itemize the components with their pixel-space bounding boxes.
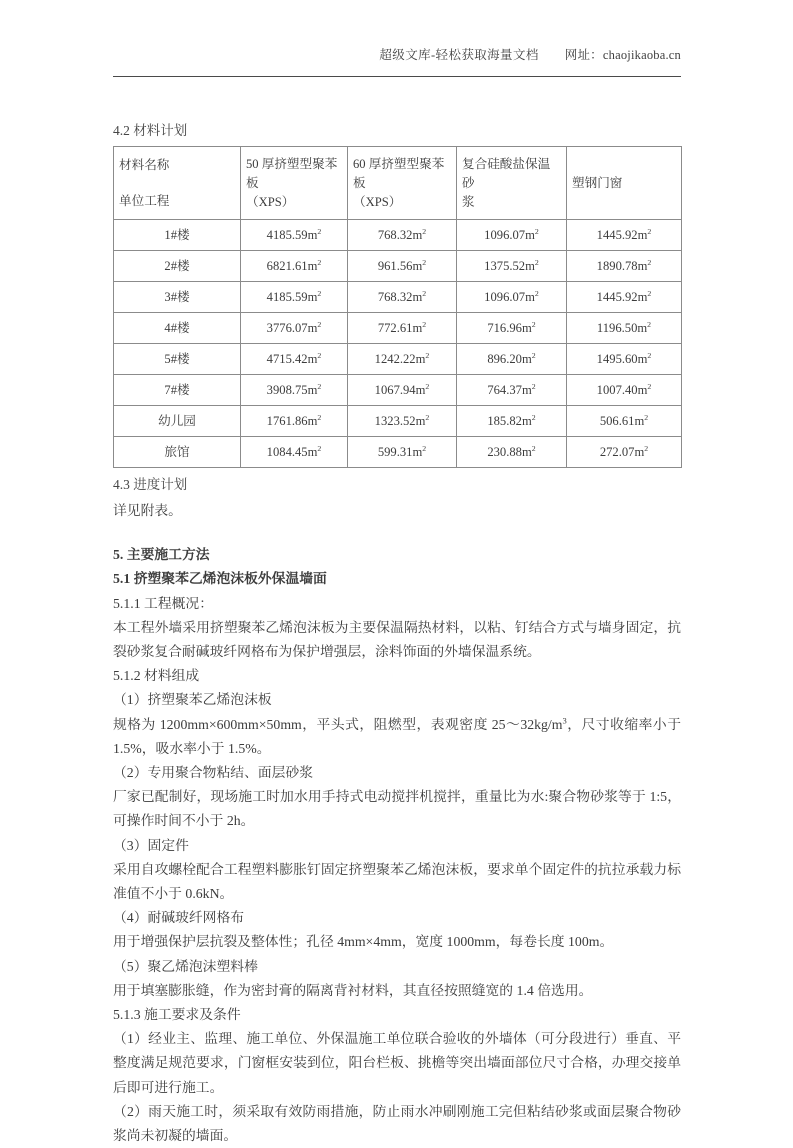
area-number: 3908.75m xyxy=(266,382,318,397)
area-number: 1890.78m xyxy=(596,258,648,273)
table-cell-building-name: 2#楼 xyxy=(114,251,241,282)
area-unit-superscript: 2 xyxy=(531,350,536,360)
table-cell-building-name: 3#楼 xyxy=(114,282,241,313)
area-unit-superscript: 2 xyxy=(422,288,427,298)
table-cell-building-name: 7#楼 xyxy=(114,375,241,406)
area-number: 1761.86m xyxy=(266,413,318,428)
area-number: 1375.52m xyxy=(484,258,535,273)
table-cell-area-value xyxy=(567,251,682,282)
column-header-4-line1: 塑钢门窗 xyxy=(572,175,623,190)
area-unit-superscript: 2 xyxy=(422,226,427,236)
table-cell-area-value xyxy=(567,406,682,437)
table-cell-area-value xyxy=(567,220,682,251)
area-unit-superscript: 2 xyxy=(534,226,539,236)
table-cell-area-value xyxy=(348,406,457,437)
table-data-rows xyxy=(114,220,682,468)
area-unit-superscript: 2 xyxy=(534,288,539,298)
material-item-3-title: （3）固定件 xyxy=(113,837,189,853)
area-number: 1196.50m xyxy=(596,320,648,335)
requirement-1: （1）经业主、监理、施工单位、外保温施工单位联合验收的外墙体（可分段进行）垂直、平整度满足规范要求，门窗框安装到位，阳台栏板、挑檐等突出墙面部位尺寸合格，办理交接单后即可进行施工。 xyxy=(113,1031,681,1095)
table-cell-area-value xyxy=(567,344,682,375)
table-row xyxy=(114,251,682,282)
heading-5: 5. 主要施工方法 xyxy=(113,547,210,563)
area-number: 1242.22m xyxy=(374,351,426,366)
material-item-1-body-part-a: 规格为 1200mm×600mm×50mm，平头式，阻燃型，表观密度 25～32kg/m xyxy=(113,716,563,732)
table-cell-area-value xyxy=(457,251,567,282)
area-number: 1007.40m xyxy=(596,382,648,397)
area-number: 1323.52m xyxy=(374,413,426,428)
area-number: 772.61m xyxy=(377,320,423,335)
table-cell-area-value xyxy=(457,344,567,375)
heading-5-1: 5.1 挤塑聚苯乙烯泡沫板外保温墙面 xyxy=(113,571,327,587)
heading-5-1-3: 5.1.3 施工要求及条件 xyxy=(113,1007,241,1023)
area-number: 4185.59m xyxy=(266,289,318,304)
section-spacer xyxy=(113,523,681,543)
table-row xyxy=(114,282,682,313)
table-row xyxy=(114,344,682,375)
table-cell-building-name: 1#楼 xyxy=(114,220,241,251)
area-unit-superscript: 2 xyxy=(317,412,322,422)
area-number: 1495.60m xyxy=(596,351,648,366)
material-item-2-title: （2）专用聚合物粘结、面层砂浆 xyxy=(113,765,314,781)
table-cell-area-value xyxy=(457,282,567,313)
table-cell-building-name: 旅馆 xyxy=(114,437,241,468)
table-cell-area-value xyxy=(567,375,682,406)
area-unit-superscript: 2 xyxy=(647,288,652,298)
column-header-3-line2: 浆 xyxy=(462,194,475,209)
corner-material-label: 材料名称 xyxy=(119,157,170,172)
table-cell-area-value xyxy=(348,251,457,282)
area-unit-superscript: 2 xyxy=(317,288,322,298)
material-item-1-body-part-b: ，尺寸收缩率小于 1.5%，吸水率小于 1.5%。 xyxy=(113,716,681,756)
area-number: 1096.07m xyxy=(484,289,535,304)
area-number: 4185.59m xyxy=(266,227,318,242)
table-cell-area-value xyxy=(348,437,457,468)
area-unit-superscript: 2 xyxy=(531,319,536,329)
area-unit-superscript: 2 xyxy=(317,226,322,236)
area-unit-superscript: 2 xyxy=(644,412,649,422)
header-url xyxy=(565,48,681,64)
area-number: 1445.92m xyxy=(596,227,648,242)
document-body xyxy=(113,120,681,1148)
area-unit-superscript: 2 xyxy=(531,412,536,422)
area-unit-superscript: 2 xyxy=(425,350,430,360)
table-column-header-1 xyxy=(241,147,348,220)
table-row xyxy=(114,406,682,437)
area-number: 6821.61m xyxy=(266,258,318,273)
table-cell-area-value xyxy=(241,282,348,313)
heading-5-1-1: 5.1.1 工程概况： xyxy=(113,595,214,611)
table-cell-area-value xyxy=(567,437,682,468)
table-cell-area-value xyxy=(457,313,567,344)
table-cell-area-value xyxy=(348,220,457,251)
table-cell-area-value xyxy=(457,437,567,468)
area-number: 230.88m xyxy=(487,444,532,459)
area-unit-superscript: 2 xyxy=(644,443,649,453)
area-number: 768.32m xyxy=(377,227,423,242)
heading-5-1-2: 5.1.2 材料组成 xyxy=(113,668,200,684)
area-unit-superscript: 2 xyxy=(647,350,652,360)
material-item-1-title: （1）挤塑聚苯乙烯泡沫板 xyxy=(113,692,272,708)
area-unit-superscript: 2 xyxy=(317,381,322,391)
table-cell-area-value xyxy=(241,406,348,437)
area-unit-superscript: 2 xyxy=(422,257,427,267)
material-plan-table xyxy=(113,146,682,468)
superscript-cubic: 3 xyxy=(562,715,567,726)
table-body xyxy=(114,147,682,220)
table-column-header-3 xyxy=(457,147,567,220)
header-site-title: 超级文库-轻松获取海量文档 xyxy=(379,48,539,62)
heading-4-2: 4.2 材料计划 xyxy=(113,123,188,138)
table-cell-area-value xyxy=(241,313,348,344)
area-unit-superscript: 2 xyxy=(534,257,539,267)
material-item-4-body: 用于增强保护层抗裂及整体性；孔径 4mm×4mm，宽度 1000mm，每卷长度 100m。 xyxy=(113,934,614,950)
area-number: 961.56m xyxy=(377,258,423,273)
area-number: 716.96m xyxy=(487,320,532,335)
area-unit-superscript: 2 xyxy=(317,319,322,329)
material-item-3-body: 采用自攻螺栓配合工程塑料膨胀钉固定挤塑聚苯乙烯泡沫板，要求单个固定件的抗拉承载力标准值不小于 0.6kN。 xyxy=(113,861,681,902)
material-item-4-title: （4）耐碱玻纤网格布 xyxy=(113,910,245,926)
table-row xyxy=(114,375,682,406)
area-unit-superscript: 2 xyxy=(647,226,652,236)
area-unit-superscript: 2 xyxy=(425,412,430,422)
table-cell-area-value xyxy=(457,375,567,406)
heading-4-3: 4.3 进度计划 xyxy=(113,477,188,492)
material-item-1-body xyxy=(113,713,681,761)
area-number: 272.07m xyxy=(599,444,645,459)
header-url-value: chaojikaoba.cn xyxy=(602,48,681,62)
area-unit-superscript: 2 xyxy=(317,350,322,360)
area-unit-superscript: 2 xyxy=(422,319,427,329)
table-cell-area-value xyxy=(348,375,457,406)
table-cell-area-value xyxy=(348,344,457,375)
table-cell-building-name: 4#楼 xyxy=(114,313,241,344)
area-number: 764.37m xyxy=(487,382,532,397)
area-unit-superscript: 2 xyxy=(531,443,536,453)
header-url-label: 网址： xyxy=(564,48,603,62)
table-header-row xyxy=(114,147,682,220)
area-number: 1096.07m xyxy=(484,227,535,242)
table-cell-area-value xyxy=(457,220,567,251)
corner-unit-label: 单位工程 xyxy=(119,193,170,208)
corner-gap xyxy=(119,175,235,192)
table-cell-area-value xyxy=(241,375,348,406)
document-header xyxy=(113,48,681,77)
table-cell-area-value xyxy=(567,313,682,344)
table-row xyxy=(114,437,682,468)
area-unit-superscript: 2 xyxy=(425,381,430,391)
area-unit-superscript: 2 xyxy=(317,443,322,453)
column-header-1-line1: 50 厚挤塑型聚苯板 xyxy=(246,156,338,190)
area-number: 185.82m xyxy=(487,413,532,428)
area-number: 768.32m xyxy=(377,289,423,304)
area-number: 599.31m xyxy=(377,444,423,459)
table-row xyxy=(114,220,682,251)
area-unit-superscript: 2 xyxy=(647,257,652,267)
column-header-2-line2: （XPS） xyxy=(353,194,402,209)
area-number: 506.61m xyxy=(599,413,645,428)
table-cell-area-value xyxy=(348,282,457,313)
paragraph-5-1-1-body: 本工程外墙采用挤塑聚苯乙烯泡沫板为主要保温隔热材料，以粘、钉结合方式与墙身固定，抗裂砂浆复合耐碱玻纤网格布为保护增强层，涂料饰面的外墙保温系统。 xyxy=(113,619,681,660)
column-header-2-line1: 60 厚挤塑型聚苯板 xyxy=(353,156,445,190)
column-header-1-line2: （XPS） xyxy=(246,194,295,209)
table-corner-cell xyxy=(114,147,241,220)
table-cell-area-value xyxy=(241,437,348,468)
table-cell-area-value xyxy=(241,251,348,282)
paragraph-4-3-body: 详见附表。 xyxy=(113,503,182,518)
table-cell-area-value xyxy=(348,313,457,344)
material-item-5-body: 用于填塞膨胀缝，作为密封膏的隔离背衬材料，其直径按照缝宽的 1.4 倍选用。 xyxy=(113,982,593,998)
area-unit-superscript: 2 xyxy=(647,381,652,391)
area-unit-superscript: 2 xyxy=(531,381,536,391)
area-number: 3776.07m xyxy=(266,320,318,335)
table-cell-area-value xyxy=(457,406,567,437)
material-item-5-title: （5）聚乙烯泡沫塑料棒 xyxy=(113,958,258,974)
area-number: 4715.42m xyxy=(266,351,318,366)
table-cell-building-name: 5#楼 xyxy=(114,344,241,375)
area-unit-superscript: 2 xyxy=(422,443,427,453)
table-cell-building-name: 幼儿园 xyxy=(114,406,241,437)
table-cell-area-value xyxy=(567,282,682,313)
column-header-3-line1: 复合硅酸盐保温砂 xyxy=(462,156,551,190)
requirement-2: （2）雨天施工时，须采取有效防雨措施，防止雨水冲刷刚施工完但粘结砂浆或面层聚合物砂浆尚未初凝的墙面。 xyxy=(113,1103,681,1144)
material-item-2-body: 厂家已配制好，现场施工时加水用手持式电动搅拌机搅拌，重量比为水:聚合物砂浆等于 1:5，可操作时间不小于 2h。 xyxy=(113,789,681,829)
table-cell-area-value xyxy=(241,344,348,375)
area-number: 1445.92m xyxy=(596,289,648,304)
area-unit-superscript: 2 xyxy=(317,257,322,267)
table-row xyxy=(114,313,682,344)
table-cell-area-value xyxy=(241,220,348,251)
area-number: 896.20m xyxy=(487,351,532,366)
area-number: 1084.45m xyxy=(266,444,318,459)
table-column-header-4 xyxy=(567,147,682,220)
table-column-header-2 xyxy=(348,147,457,220)
area-number: 1067.94m xyxy=(374,382,426,397)
area-unit-superscript: 2 xyxy=(647,319,652,329)
